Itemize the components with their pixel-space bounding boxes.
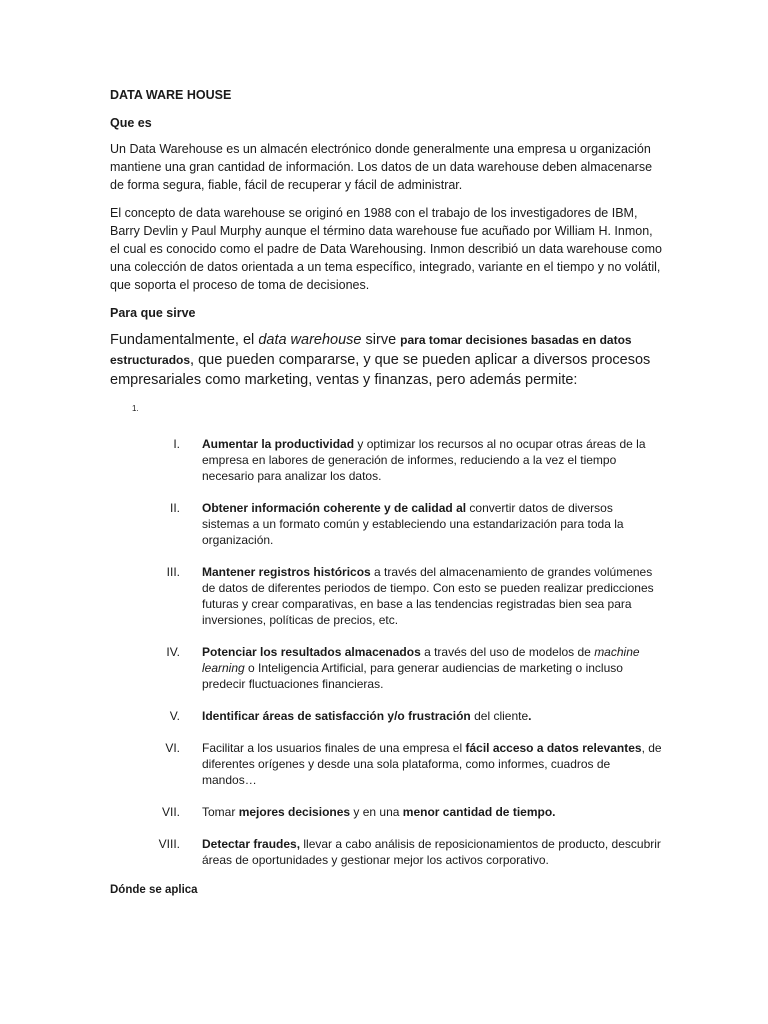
list-item-text: llevar a cabo análisis de reposicionamientos de producto, descubrir áreas de oportunidades y gestionar mejor los activos corporativo. (202, 837, 661, 867)
list-item-text-a: Tomar (202, 805, 239, 819)
list-item-bold: mejores decisiones (238, 805, 351, 819)
list-item (110, 836, 662, 868)
list-item (110, 564, 662, 628)
purpose-italic: data warehouse (258, 332, 362, 348)
list-item-bold: Aumentar la productividad (202, 437, 355, 451)
list-item (110, 740, 662, 788)
list-item-bold: Mantener registros históricos (202, 565, 371, 579)
heading-donde-se-aplica: Dónde se aplica (110, 884, 198, 896)
list-item-italic: machine learning (202, 645, 640, 675)
purpose-text-c: , que pueden compararse, y que se pueden aplicar a diversos procesos empresariales como marketing, ventas y finanzas, pero además permite: (110, 352, 651, 388)
list-item (110, 804, 662, 820)
list-item-bold: Obtener información coherente y de calidad al (202, 501, 467, 515)
list-item-number: I. (173, 437, 180, 451)
list-item-number: V. (169, 709, 180, 723)
list-item (110, 436, 662, 484)
list-item-number: III. (166, 565, 180, 579)
list-item-number: II. (169, 501, 180, 515)
list-item-number: VI. (165, 741, 180, 755)
list-item-text-b: o Inteligencia Artificial, para generar audiencias de marketing o incluso predecir fluctuaciones financieras. (202, 661, 623, 691)
list-item-number: VII. (161, 805, 180, 819)
list-item-number: IV. (166, 645, 180, 659)
heading-para-que-sirve: Para que sirve (110, 306, 196, 320)
purpose-text-a: Fundamentalmente, el (110, 332, 259, 348)
paragraph-history: El concepto de data warehouse se originó en 1988 con el trabajo de los investigadores de IBM, Barry Devlin y Paul Murphy aunque el término data warehouse fue acuñado por William H. Inmon, el cual es conocido como el padre de Data Warehousing. Inmon describió un data warehouse como una colección de datos orientada a un tema específico, integrado, variante en el tiempo y no volátil, que soporta el proceso de toma de decisiones. (110, 206, 662, 292)
list-item-text: y optimizar los recursos al no ocupar otras áreas de la empresa en labores de generación de informes, reduciendo a la vez el tiempo necesario para analizar los datos. (202, 437, 646, 483)
list-item-bold-2: menor cantidad de tiempo. (402, 805, 556, 819)
list-marker-one: 1. (132, 404, 139, 413)
list-item (110, 644, 662, 692)
list-item (110, 500, 662, 548)
list-item-bold: Detectar fraudes, (202, 837, 301, 851)
list-item-text-b: y en una (350, 805, 403, 819)
list-item-bold: Identificar áreas de satisfacción y/o frustración (202, 709, 471, 723)
list-item-text: del cliente (470, 709, 529, 723)
paragraph-definition: Un Data Warehouse es un almacén electrónico donde generalmente una empresa u organización mantiene una gran cantidad de información. Los datos de un data warehouse deben almacenarse de forma segura, fiable, fácil de recuperar y fácil de administrar. (110, 142, 653, 192)
list-item-text-b: , de diferentes orígenes y desde una sola plataforma, como informes, cuadros de mandos… (202, 741, 662, 787)
list-item-bold: Potenciar los resultados almacenados (202, 645, 421, 659)
list-item (110, 708, 662, 724)
list-item-bold: fácil acceso a datos relevantes (465, 741, 642, 755)
list-item-bold-end: . (528, 709, 532, 723)
purpose-bold: para tomar decisiones basadas en datos estructurados (110, 333, 632, 367)
list-item-text-a: a través del uso de modelos de (420, 645, 595, 659)
benefits-list (110, 436, 662, 868)
document-content (110, 86, 662, 896)
list-item-text-a: Facilitar a los usuarios finales de una empresa el (202, 741, 466, 755)
list-item-text: convertir datos de diversos sistemas a un formato común y estableciendo una estandarización para toda la organización. (202, 501, 624, 547)
purpose-text-b: sirve (361, 332, 401, 348)
list-item-number: VIII. (158, 837, 180, 851)
heading-que-es: Que es (110, 116, 152, 130)
document-title: DATA WARE HOUSE (110, 88, 232, 102)
paragraph-purpose (110, 330, 662, 390)
list-item-text: a través del almacenamiento de grandes volúmenes de datos de diferentes periodos de tiempo. Con esto se pueden realizar predicciones futuras y crear comparativas, en base a las tendencias registradas bien sea para inversiones, políticas de precios, etc. (202, 565, 654, 627)
